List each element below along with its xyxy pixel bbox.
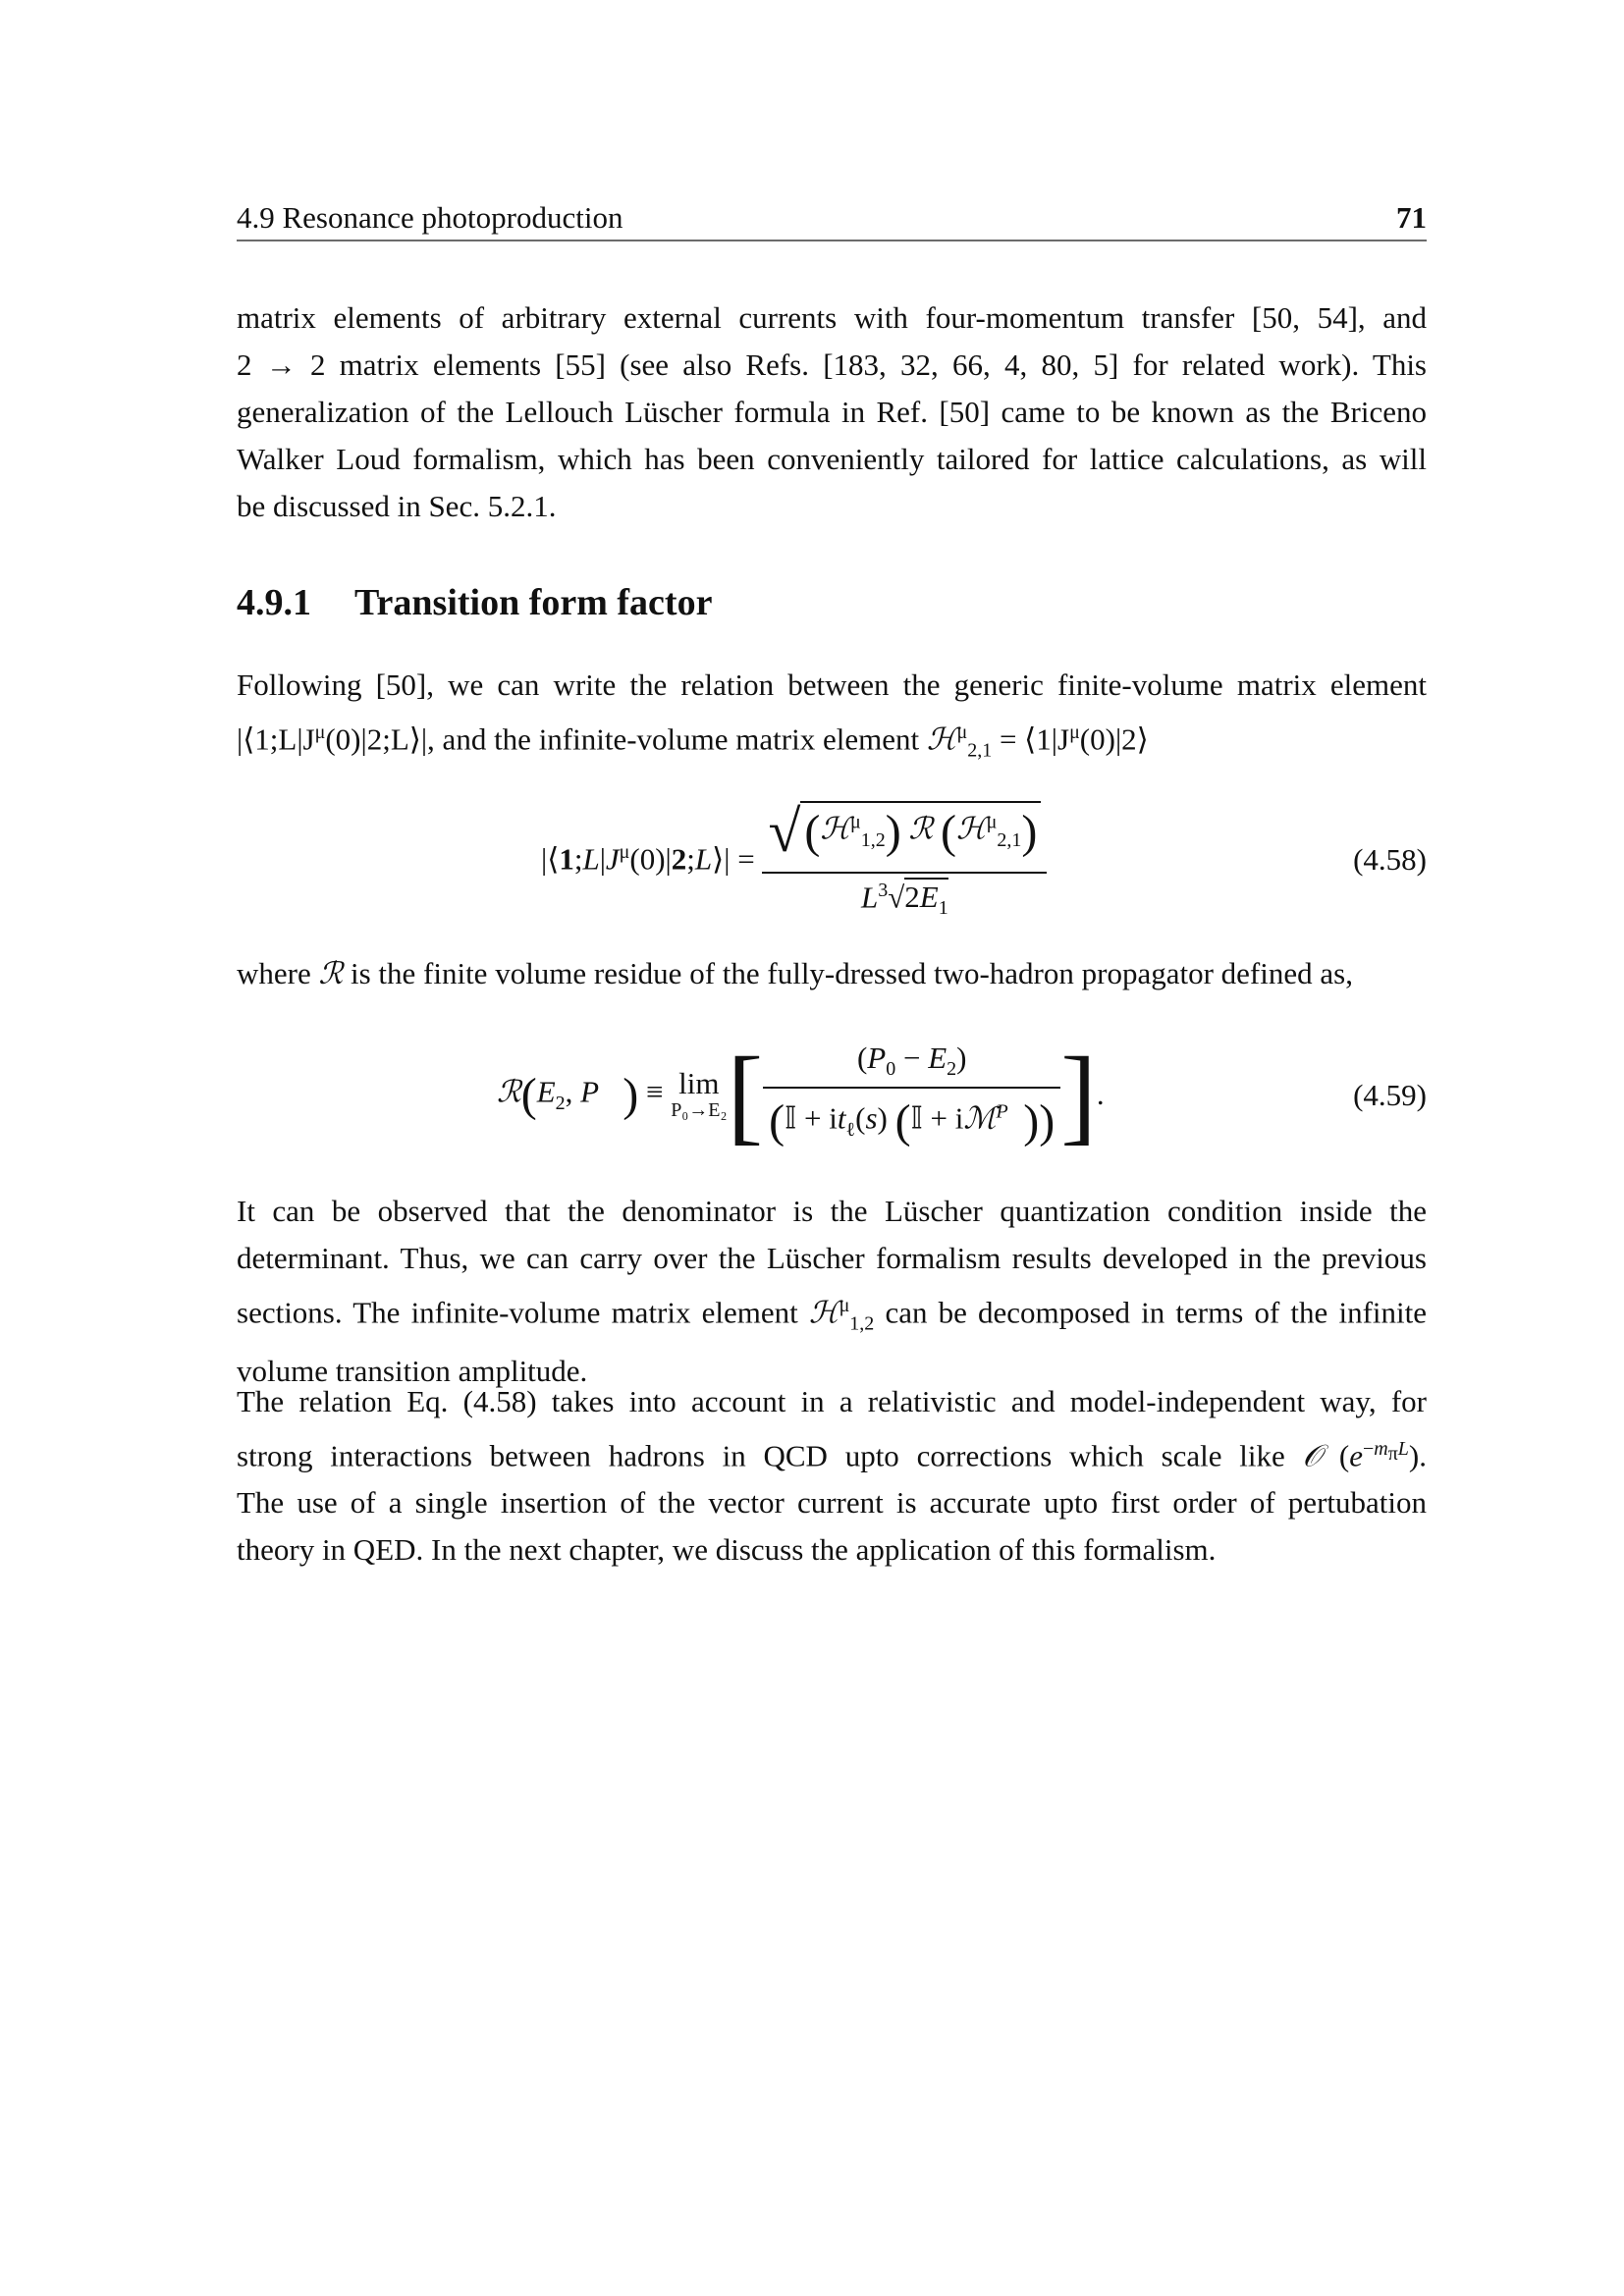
text-line: sections. The infinite-volume matrix element ℋ$^\mu_{1,2}$ can be decomposed in terms of the infinite <box>237 1295 1427 1335</box>
text-line: Walker Loud formalism, which has been conveniently tailored for lattice calculations, as will <box>237 442 1427 476</box>
eq59-fraction: $\frac{(P_0 - E_2)}{(𝕀 + it_\ell(s) (𝕀 + iℳ^{P⃗}))}$ <box>763 1041 1060 1148</box>
text-line: matrix elements of arbitrary external currents with four-momentum transfer [50, 54], and <box>237 300 1427 335</box>
eq58-lhs: $|⟨1;L|J^\mu(0)|2;L⟩|$ = <box>541 840 763 877</box>
running-title: 4.9 Resonance photoproduction <box>237 200 623 235</box>
text-line: The relation Eq. (4.58) takes into account in a relativistic and model-independent way, for <box>237 1384 1427 1418</box>
limit-operator: lim P₀→E₂ <box>671 1066 728 1121</box>
section-title: Transition form factor <box>354 582 713 623</box>
eq59-lhs: $ℛ(E_2$, P⃗) ≡ <box>497 1068 672 1121</box>
equation-number: (4.59) <box>1353 1078 1427 1112</box>
text-line: where ℛ is the finite volume residue of the fully-dressed two-hadron propagator defined as, <box>237 956 1353 991</box>
section-heading <box>237 581 712 624</box>
relation-paragraph <box>237 1378 1427 1574</box>
text-line: be discussed in Sec. 5.2.1. <box>237 489 557 523</box>
text-line: theory in QED. In the next chapter, we discuss the application of this formalism. <box>237 1532 1217 1568</box>
observed-paragraph <box>237 1188 1427 1395</box>
where-paragraph <box>237 950 1427 997</box>
text-line: The use of a single insertion of the vector current is accurate upto first order of pertubation <box>237 1485 1427 1521</box>
text-line: 2 → 2 matrix elements [55] (see also Refs. [183, 32, 66, 4, 80, 5] for related work). This <box>237 347 1427 382</box>
page-number: 71 <box>1396 200 1427 235</box>
text-line: strong interactions between hadrons in QCD upto corrections which scale like 𝒪 $(e^{-m_\pi L})$. <box>237 1438 1427 1474</box>
equation-4-59: $ℛ(E_2$, P⃗) ≡ lim P₀→E₂ [ $\frac{(P_0 - E_2)}{(𝕀 + it_\ell(s) (𝕀 + iℳ^{P⃗}))}$ ] . (4.59) <box>497 1035 1427 1154</box>
equation-4-58 <box>237 785 1427 933</box>
following-paragraph <box>237 662 1427 774</box>
text-line: $|⟨1;L|J^\mu(0)|2;L⟩|$, and the infinite-volume matrix element ℋ$^\mu_{2,1}$ = $⟨1|J^\mu(0)|2⟩$ <box>237 721 1149 762</box>
eq58-fraction: $\frac{√(ℋ^\mu_{1,2}) ℛ (ℋ^\mu_{2,1})}{L^3√2E_1}$ <box>762 798 1047 921</box>
section-number: 4.9.1 <box>237 582 311 623</box>
equation-number: (4.58) <box>1353 842 1427 877</box>
intro-paragraph <box>237 294 1427 530</box>
text-line: determinant. Thus, we can carry over the Lüscher formalism results developed in the previous <box>237 1241 1427 1275</box>
text-line: Following [50], we can write the relation between the generic finite-volume matrix element <box>237 667 1427 702</box>
text-line: volume transition amplitude. <box>237 1353 588 1388</box>
text-line: generalization of the Lellouch Lüscher formula in Ref. [50] came to be known as the Briceno <box>237 395 1427 429</box>
text-line: It can be observed that the denominator is the Lüscher quantization condition inside the <box>237 1194 1427 1228</box>
page-header <box>237 194 1427 241</box>
